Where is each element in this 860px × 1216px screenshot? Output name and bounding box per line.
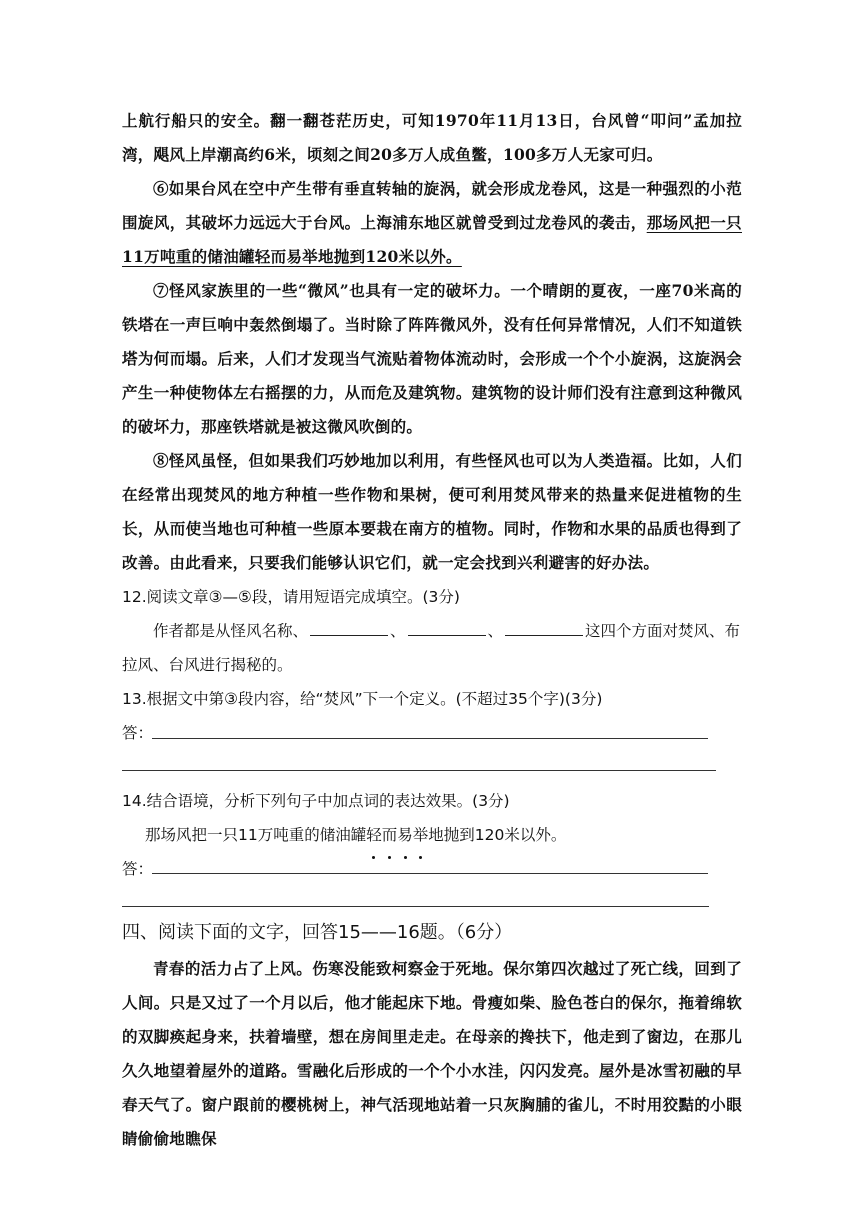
question-14-sentence — [145, 818, 742, 852]
question-14-title: 14.结合语境，分析下列句子中加点词的表达效果。(3分) — [122, 792, 510, 810]
q12-blank-3[interactable] — [505, 634, 583, 636]
question-13-answer-label: 答： — [122, 724, 154, 742]
question-14-answer-line-2[interactable] — [122, 906, 709, 907]
q14-sentence-pre: 那场风把一只11万吨重的储油罐 — [145, 826, 367, 844]
question-13-answer-line-2[interactable] — [122, 770, 716, 771]
question-12-title: 12.阅读文章③—⑤段，请用短语完成填空。(3分) — [122, 588, 460, 606]
q12-blank-2[interactable] — [408, 634, 486, 636]
paragraph-7: ⑦怪风家族里的一些“微风”也具有一定的破坏力。一个晴朗的夏夜，一座70米高的铁塔在一声巨响中轰然倒塌了。当时除了阵阵微风外，没有任何异常情况，人们不知道铁塔为何而塌。后来，人们才发现当气流贴着物体流动时，会形成一个个小旋涡，这旋涡会产生一种使物体左右摇摆的力，从而危及建筑物。建筑物的设计师们没有注意到这种微风的破坏力，那座铁塔就是被这微风吹倒的。 — [122, 281, 742, 436]
q12-separator-2: 、 — [487, 622, 504, 640]
dotted-char: 易 — [397, 818, 413, 852]
q12-blank-1[interactable] — [310, 634, 388, 636]
paragraph-6-text: ⑥如果台风在空中产生带有垂直转轴的旋涡，就会形成龙卷风，这是一种强烈的小范围旋风，其破坏力远远大于台风。上海浦东地区就曾受到过龙卷风的袭击， — [122, 179, 742, 232]
paragraph-5-continuation: 上航行船只的安全。翻一翻苍茫历史，可知1970年11月13日，台风曾“叩问”孟加拉湾，飓风上岸潮高约6米，顷刻之间20多万人成鱼鳖，100多万人无家可归。 — [122, 111, 742, 164]
dotted-char: 而 — [382, 818, 398, 852]
question-14-answer-label: 答： — [122, 860, 154, 878]
q14-sentence-post: 地抛到120米以外。 — [428, 826, 567, 844]
question-13-answer-line-1[interactable] — [152, 738, 708, 739]
question-14-answer-line-1[interactable] — [152, 873, 708, 874]
q12-text-pre: 作者都是从怪风名称、 — [153, 622, 309, 640]
dotted-char: 举 — [413, 818, 429, 852]
paragraph-6-underlined-sentence: 那场风把一只11万吨重的储油罐轻而易举地抛到120米以外。 — [122, 213, 742, 266]
q12-text-post: 这四个方面对焚风、布拉风、台风进行揭秘的。 — [122, 622, 741, 674]
dotted-char: 轻 — [366, 818, 382, 852]
question-13-title: 13.根据文中第③段内容，给“焚风”下一个定义。(不超过35个字)(3分) — [122, 690, 603, 708]
paragraph-8: ⑧怪风虽怪，但如果我们巧妙地加以利用，有些怪风也可以为人类造福。比如，人们在经常出现焚风的地方种植一些作物和果树，便可利用焚风带来的热量来促进植物的生长，从而使当地也可种植一些原本要栽在南方的植物。同时，作物和水果的品质也得到了改善。由此看来，只要我们能够认识它们，就一定会找到兴利避害的好办法。 — [122, 451, 742, 572]
section-4-title: 四、阅读下面的文字，回答15——16题。（6分） — [122, 922, 513, 943]
q12-separator-1: 、 — [390, 622, 406, 640]
paragraph-6 — [122, 172, 742, 274]
section-4-passage: 青春的活力占了上风。伤寒没能致柯察金于死地。保尔第四次越过了死亡线，回到了人间。只是又过了一个月以后，他才能起床下地。骨瘦如柴、脸色苍白的保尔，拖着绵软的双脚痪起身来，扶着墙壁，想在房间里走走。在母亲的搀扶下，他走到了窗边，在那儿久久地望着屋外的道路。雪融化后形成的一个个小水洼，闪闪发亮。屋外是冰雪初融的早春天气了。窗户跟前的樱桃树上，神气活现地站着一只灰胸脯的雀儿，不时用狡黠的小眼睛偷偷地瞧保 — [122, 959, 742, 1148]
question-12-body — [122, 614, 742, 682]
